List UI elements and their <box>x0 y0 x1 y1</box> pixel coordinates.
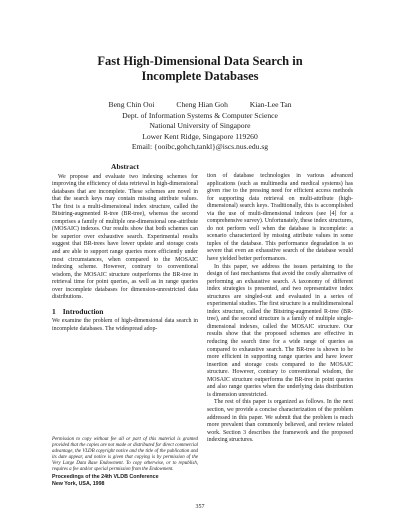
right-column <box>207 173 353 445</box>
abstract-text: We propose and evaluate two indexing schemes for improving the efficiency of data retrieval in high-dimensional databases that are incomplete. These schemes are novel in that the search keys may contain missing attribute values. The first is a multi-dimensional index structure, called the Bitstring-augmented R-tree (BR-tree), whereas the second comprises a family of multiple one-dimensional one-attribute (MOSAIC) indexes. Our results show that both schemes can be superior over exhaustive search. Experimental results suggest that BR-trees have lower update and storage costs and are able to support range queries more efficiently under most circumstances, when compared to the MOSAIC indexing scheme. However, contrary to conventional wisdom, the MOSAIC structure outperforms the BR-tree in retrieval time for point queries, as well as in range queries over incomplete databases for dimension-unrestricted data distributions. <box>52 173 198 301</box>
page-number: 357 <box>195 504 205 510</box>
intro-text: We examine the problem of high-dimensional data search in incomplete databases. The widespread adop- <box>52 318 198 332</box>
title-line-1: Fast High-Dimensional Data Search in <box>97 54 303 68</box>
copyright-footnote: Permission to copy without fee all or part of this material is granted provided that the copies are not made or distributed for direct commercial advantage, the VLDB copyright notice and the title of the publication and its date appear, and notice is given that copying is by permission of the Very Large Data Base Endowment. To copy otherwise, or to republish, requires a fee and/or special permission from the Endowment. <box>52 437 198 473</box>
section-number: 1 <box>52 306 56 316</box>
author-name: Cheng Hian Goh <box>176 100 228 109</box>
author-department: Dept. of Information Systems & Computer Science <box>122 110 278 120</box>
author-name: Beng Chin Ooi <box>108 100 155 109</box>
conference-info <box>52 474 198 487</box>
paragraph: In this paper, we address the issues pertaining to the design of fast mechanisms that avoid the costly alternative of performing an exhaustive search. A taxonomy of different index strategies is presented, and two representative index structures are singled-out and evaluated in a series of experimental studies. The first structure is a multidimensional index structure, called the Bitstring-augmented R-tree (BR-tree), and the second structure is a family of multiple single-dimensional indexes, called the MOSAIC structure. Our results show that the proposed schemes are effective in reducing the search time for a wide range of queries as compared to exhaustive search. The BR-tree is shown to be more efficient in supporting range queries and have lower insertion and storage costs compared to the MOSAIC structure. However, contrary to conventional wisdom, the MOSAIC structure outperforms the BR-tree in point queries and also range queries when the underlying data distribution is dimension unrestricted. <box>207 263 353 398</box>
conference-name: Proceedings of the 24th VLDB Conference <box>52 474 159 480</box>
author-block <box>0 100 400 153</box>
conference-location: New York, USA, 1998 <box>52 480 105 487</box>
paragraph: tion of database technologies in various advanced applications (such as multimedia and medical systems) has given rise to the pressing need for efficient access methods for supporting data retrieval on multi-attribute (high-dimensional) search keys. Traditionally, this is accomplished via the use of multi-dimensional indexes (see [4] for a comprehensive survey). Unfortunately, these index structures, do not perform well when the database is incomplete: a scenario characterized by missing attribute values in some tuples of the database. This performance degradation is so severe that even an exhaustive search of the database would have yielded better performances. <box>207 173 353 263</box>
author-names <box>0 100 400 111</box>
author-address: Lower Kent Ridge, Singapore 119260 <box>142 131 258 141</box>
title-line-2: Incomplete Databases <box>141 69 259 83</box>
author-name: Kian-Lee Tan <box>249 100 292 109</box>
abstract-heading: Abstract <box>111 162 139 171</box>
left-column <box>52 163 198 333</box>
paragraph: The rest of this paper is organized as follows. In the next section, we provide a concise characterization of the problem addressed in this paper. We submit that the problem is much more prevalent than commonly believed, and review related work. Section 3 describes the framework and the proposed indexing structures. <box>207 399 353 444</box>
section-title: Introduction <box>62 306 104 316</box>
section-heading-introduction <box>52 308 198 316</box>
author-email: Email: {ooibc,gohch,tankl}@iscs.nus.edu.sg <box>131 142 269 151</box>
author-university: National University of Singapore <box>149 121 251 130</box>
paper-title <box>0 54 400 84</box>
